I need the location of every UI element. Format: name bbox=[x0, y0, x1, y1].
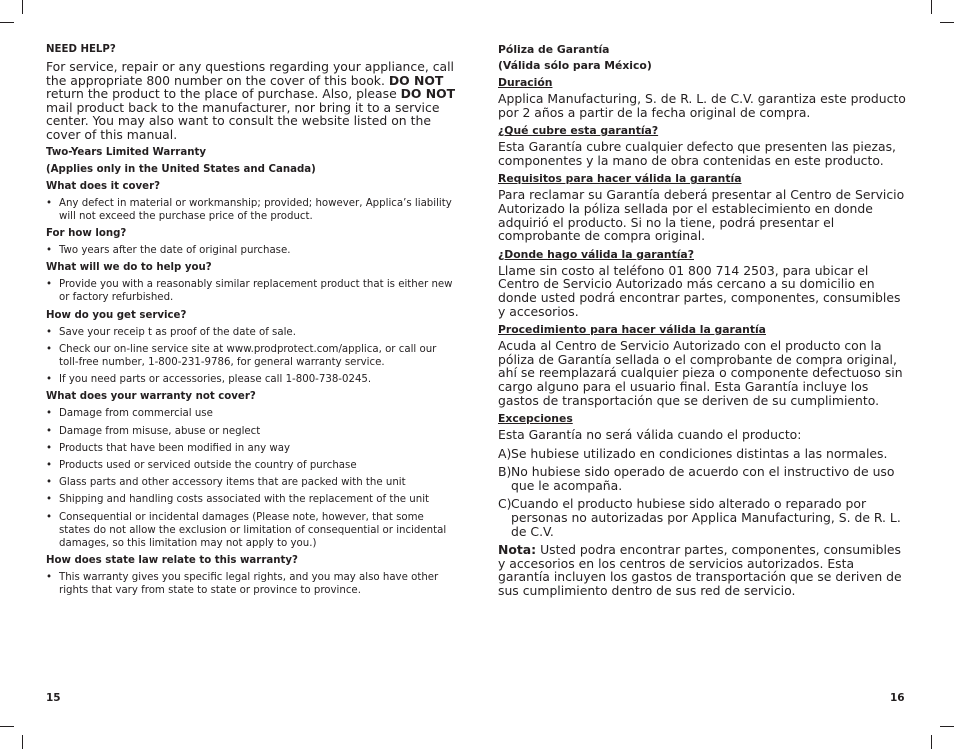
section-heading: For how long? bbox=[46, 227, 127, 239]
bullet-item: • Glass parts and other accessory items that are packed with the unit bbox=[46, 476, 458, 489]
crop-mark-top-right bbox=[931, 0, 932, 14]
bullet-item: • Shipping and handling costs associated with the replacement of the unit bbox=[46, 493, 458, 506]
need-help-text: For service, repair or any questions regarding your appliance, call the appropriate 800 number on the cover of this book. bbox=[46, 59, 454, 88]
crop-mark-bottom-right bbox=[940, 726, 954, 727]
section-heading: How does state law relate to this warranty? bbox=[46, 555, 298, 567]
excepciones-heading: Excepciones bbox=[498, 412, 573, 426]
bullet-item: • Damage from commercial use bbox=[46, 407, 458, 420]
bullet-item: • If you need parts or accessories, please call 1-800-738-0245. bbox=[46, 373, 458, 386]
crop-mark-top-left bbox=[22, 0, 23, 14]
requisitos-heading: Requisitos para hacer válida la garantía bbox=[498, 172, 742, 186]
excepcion-text: Cuando el producto hubiese sido alterado o reparado por personas no autorizadas por Applica Manufacturing, S. de R. L. de C.V. bbox=[511, 496, 901, 539]
bullet-item: • Products used or serviced outside the country of purchase bbox=[46, 459, 458, 472]
excepcion-label: A) bbox=[498, 445, 512, 461]
excepcion-item bbox=[498, 447, 908, 461]
poliza-title: Póliza de Garantía bbox=[498, 43, 610, 56]
crop-mark-bottom-left bbox=[22, 735, 23, 749]
excepcion-label: B) bbox=[498, 464, 512, 480]
crop-mark-top-right bbox=[940, 22, 954, 23]
right-page-column bbox=[498, 43, 908, 603]
do-not-emphasis: DO NOT bbox=[388, 72, 444, 88]
section-heading: What does your warranty not cover? bbox=[46, 391, 256, 403]
cubre-text: Esta Garantía cubre cualquier defecto que presenten las piezas, componentes y la mano de obra contenidas en este producto. bbox=[498, 139, 896, 168]
warranty-title: Two-Years Limited Warranty bbox=[46, 146, 206, 158]
bullet-item: • Consequential or incidental damages (Please note, however, that some states do not allow the exclusion or limitation of consequential or incidental damages, so this limitation may not apply to you.) bbox=[46, 511, 458, 551]
crop-mark-bottom-left bbox=[0, 726, 14, 727]
excepcion-item bbox=[498, 497, 908, 538]
bullet-list bbox=[46, 571, 458, 597]
left-page-column bbox=[46, 43, 458, 602]
excepcion-text: Se hubiese utilizado en condiciones distintas a las normales. bbox=[511, 445, 888, 461]
bullet-list bbox=[46, 407, 458, 550]
section-heading: What does it cover? bbox=[46, 180, 161, 192]
excepcion-text: No hubiese sido operado de acuerdo con el instructivo de uso que le acompaña. bbox=[511, 464, 895, 493]
section-heading: What will we do to help you? bbox=[46, 262, 212, 274]
donde-heading: ¿Donde hago válida la garantía? bbox=[498, 247, 694, 261]
duracion-heading: Duración bbox=[498, 76, 553, 89]
bullet-list bbox=[46, 197, 458, 223]
bullet-item: • Save your receip t as proof of the date of sale. bbox=[46, 326, 458, 339]
bullet-item: • Check our on-line service site at www.prodprotect.com/applica, or call our toll-free number, 1-800-231-9786, for general warranty service. bbox=[46, 343, 458, 369]
bullet-item: • This warranty gives you specific legal rights, and you may also have other rights that vary from state to state or province to province. bbox=[46, 571, 458, 597]
bullet-item: • Products that have been modified in any way bbox=[46, 442, 458, 455]
bullet-list bbox=[46, 278, 458, 304]
excepcion-item bbox=[498, 465, 908, 492]
need-help-text: return the product to the place of purchase. Also, please bbox=[46, 86, 401, 102]
excepcion-label: C) bbox=[498, 496, 512, 512]
nota-paragraph bbox=[498, 543, 908, 597]
warranty-subtitle: (Applies only in the United States and Canada) bbox=[46, 163, 316, 175]
crop-mark-top-left bbox=[0, 22, 14, 23]
page-number-left: 15 bbox=[46, 692, 61, 704]
poliza-subtitle: (Válida sólo para México) bbox=[498, 59, 652, 72]
bullet-list bbox=[46, 244, 458, 257]
excepciones-intro: Esta Garantía no será válida cuando el producto: bbox=[498, 427, 802, 443]
bullet-item: • Provide you with a reasonably similar replacement product that is either new or factory refurbished. bbox=[46, 278, 458, 304]
donde-text: Llame sin costo al teléfono 01 800 714 2503, para ubicar el Centro de Servicio Autorizado más cercano a su domicilio en donde usted podrá encontrar partes, componentes, consumibles y accesorios. bbox=[498, 262, 901, 319]
procedimiento-text: Acuda al Centro de Servicio Autorizado con el producto con la póliza de Garantía sellada o el comprobante de compra original, ahí se reemplazará cualquier pieza o componente defectuoso sin cargo alguno para el usuario final. Esta Garantía incluye los gastos de transportación que se deriven de su cumplimiento. bbox=[498, 338, 903, 408]
bullet-item: • Two years after the date of original purchase. bbox=[46, 244, 458, 257]
warranty-sections bbox=[46, 180, 458, 598]
crop-mark-bottom-right bbox=[931, 735, 932, 749]
page-number-right: 16 bbox=[890, 692, 905, 704]
nota-label: Nota: bbox=[498, 542, 537, 558]
section-heading: How do you get service? bbox=[46, 309, 187, 321]
need-help-text: mail product back to the manufacturer, nor bring it to a service center. You may also want to consult the website listed on the cover of this manual. bbox=[46, 99, 440, 142]
duracion-text: Applica Manufacturing, S. de R. L. de C.V. garantiza este producto por 2 años a partir de la fecha original de compra. bbox=[498, 91, 906, 120]
cubre-heading: ¿Qué cubre esta garantía? bbox=[498, 124, 659, 138]
need-help-title: NEED HELP? bbox=[46, 44, 116, 55]
do-not-emphasis: DO NOT bbox=[400, 86, 456, 102]
bullet-item: • Any defect in material or workmanship; provided; however, Applica’s liability will not exceed the purchase price of the product. bbox=[46, 197, 458, 223]
procedimiento-heading: Procedimiento para hacer válida la garantía bbox=[498, 323, 766, 337]
bullet-item: • Damage from misuse, abuse or neglect bbox=[46, 425, 458, 438]
need-help-paragraph bbox=[46, 60, 458, 142]
requisitos-text: Para reclamar su Garantía deberá presentar al Centro de Servicio Autorizado la póliza sellada por el establecimiento en donde adquirió el producto. Si no la tiene, podrá presentar el comprobante de compra original. bbox=[498, 187, 905, 244]
nota-text: Usted podra encontrar partes, componentes, consumibles y accesorios en los centros de servicios autorizados. Esta garantía incluyen los gastos de transportación que se deriven de sus cumplimiento dentro de sus red de servicio. bbox=[498, 542, 902, 599]
bullet-list bbox=[46, 326, 458, 387]
